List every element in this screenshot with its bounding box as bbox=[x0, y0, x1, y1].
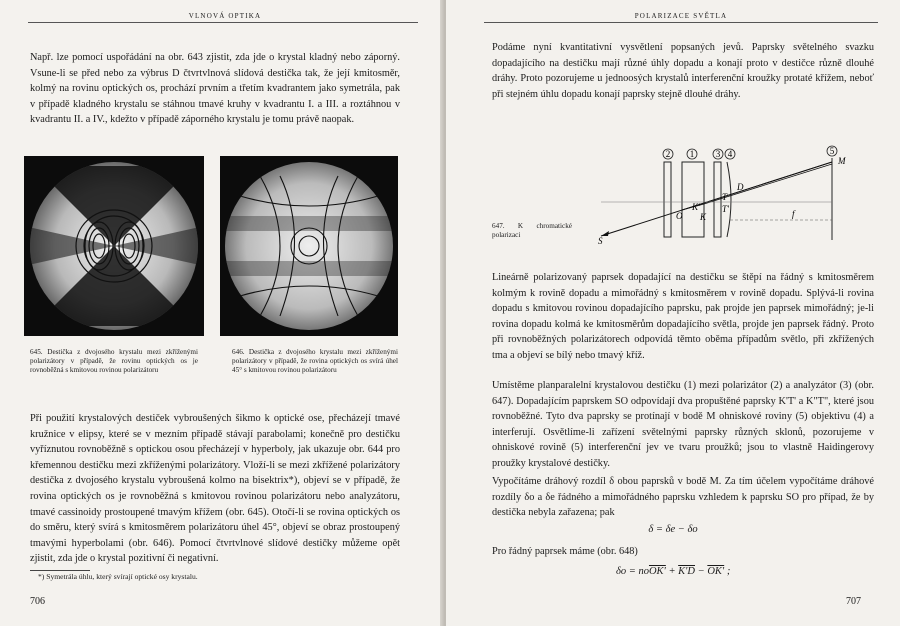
figure-646-photo bbox=[220, 156, 398, 336]
label-T: T bbox=[722, 192, 728, 202]
equation-ordinary-ray bbox=[616, 566, 730, 577]
caption-645: 645. Destička z dvojosého krystalu mezi zkříženými polarizátory v případě, že rovinu optických os je rovnoběžná s kmitovou rovinou polarizátoru bbox=[30, 348, 198, 375]
footnote: *) Symetrála úhlu, který svírají optické osy krystalu. bbox=[38, 572, 198, 581]
eq2-term3: OK' bbox=[707, 566, 725, 577]
eq2-plus: + bbox=[665, 566, 679, 577]
interference-pattern-cross bbox=[24, 156, 204, 336]
eq2-end: ; bbox=[724, 566, 731, 577]
header-rule-left bbox=[28, 22, 418, 23]
label-f: f bbox=[792, 209, 795, 219]
polarizer-2 bbox=[664, 162, 671, 237]
caption-646: 646. Destička z dvojosého krystalu mezi zkříženými polarizátory v případě, že rovina optických os svírá úhel 45° s kmitovou rovinou polarizátoru bbox=[232, 348, 398, 375]
label-O: O bbox=[676, 211, 683, 221]
right-paragraph-1: Podáme nyní kvantitativní vysvětlení popsaných jevů. Paprsky světelného svazku dopadajícího na destičku mají různé úhly dopadu a konají proto v destičce různě dlouhé dráhy. Proto pozorujeme u jednoosých krystalů interferenční kroužky protaté křížem, neboť při stejném úhlu dopadu konají paprsky stejně dlouhé dráhy. bbox=[492, 42, 874, 100]
page-number-left: 706 bbox=[30, 596, 45, 607]
label-K: K bbox=[700, 212, 707, 222]
figure-647-diagram bbox=[596, 140, 876, 250]
running-head-right: POLARIZACE SVĚTLA bbox=[634, 12, 728, 20]
label-S: S bbox=[598, 236, 603, 246]
crystal-plate-1 bbox=[682, 162, 704, 237]
label-4: 4 bbox=[727, 149, 733, 159]
eq2-term1: OK' bbox=[648, 566, 666, 577]
label-3: 3 bbox=[715, 149, 721, 159]
objective-lens-4 bbox=[727, 162, 731, 237]
equation-delta: δ = δe − δo bbox=[648, 524, 698, 535]
right-paragraph-5: Pro řádný paprsek máme (obr. 648) bbox=[492, 546, 638, 557]
label-K2: K' bbox=[692, 202, 700, 212]
left-paragraph-2: Při použití krystalových destiček vybroušených šikmo k optické ose, přecházejí tmavé kružnice v elipsy, které se v mezním případě stávají parabolami; konečně pro destičku vyříznutou rovnoběžně s optickou osou přecházejí v hyperboly, jak ukazuje obr. 644 pro křemennou destičku mezi zkříženými polarizátory. Vloží-li se mezi zkřížené polarizátory destička z dvojosého krystalu vybroušená kolmo na bisektrix*), objeví se v případě, že rovina optických os je rovnoběžná s kmitovou rovinou polarizátoru nebo analyzátoru, tmavé cassinoidy prostoupené tmavým křížem (obr. 645). Otočí-li se rovina optických os do směru, který svírá s kmitosměrem polarizátoru úhel 45°, objeví se obraz prostoupený tmavými hyperbolami (obr. 646). Pomocí čtvrtvlnové slídové destičky můžeme opět zjistit, zda jde o krystal pozitivní či negativní. bbox=[30, 413, 400, 565]
right-page bbox=[446, 0, 900, 626]
label-5: 5 bbox=[829, 146, 835, 156]
interference-pattern-hyperbolas bbox=[220, 156, 398, 336]
running-head-left: VLNOVÁ OPTIKA bbox=[188, 12, 262, 20]
label-M: M bbox=[838, 156, 846, 166]
eq2-term2: K'D bbox=[678, 566, 695, 577]
label-T2: T' bbox=[722, 204, 729, 214]
right-paragraph-4: Vypočítáme dráhový rozdíl δ obou paprsků v bodě M. Za tím účelem vypočítáme dráhové rozdíly δo a δe řádného a mimořádného paprsku vzhledem k paprsku SO pro případ, že by destička nebyla zařazena; pak bbox=[492, 476, 874, 519]
page-number-right: 707 bbox=[846, 596, 861, 607]
footnote-rule bbox=[30, 570, 90, 571]
left-page bbox=[0, 0, 444, 626]
label-D: D bbox=[737, 182, 744, 192]
right-paragraph-3: Umístěme planparalelní krystalovou destičku (1) mezi polarizátor (2) a analyzátor (3) (obr. 647). Dopadajícím paprskem SO odpovídají dva propuštěné paprsky K'T' a K"T", které jsou rovnoběžné. Tyto dva paprsky se protínají v bodě M ohniskové roviny (5) objektivu (4) a interferují. Osvětlíme-li zařízení světelnými paprsky různých sklonů, pozorujeme v ohniskové rovině (5) interferenční jev ve tvaru proužků; jsou to vlastně Haidingerovy proužky krystalové destičky. bbox=[492, 380, 874, 469]
eq2-lhs: δo = no bbox=[616, 566, 649, 577]
left-paragraph-1: Např. lze pomocí uspořádání na obr. 643 zjistit, zda jde o krystal kladný nebo záporný. Vsune-li se před nebo za výbrus D čtvrtvlnová slídová destička tak, že její kmitosměr, kolmý na rovinu optických os, prochází prvním a třetím kvadrantem jako symetrála, pak v případě kladného krystalu se stáhnou tmavé kruhy v kvadrantu I. a III. a roztáhnou v kvadrantu II. a IV., kdežto v případě záporného krystalu je tomu právě naopak. bbox=[30, 52, 400, 126]
label-2: 2 bbox=[665, 149, 671, 159]
eq2-minus: − bbox=[695, 566, 708, 577]
figure-645-photo bbox=[24, 156, 204, 336]
caption-647: 647. K chromatické polarizaci bbox=[492, 222, 572, 240]
header-rule-right bbox=[484, 22, 878, 23]
label-1: 1 bbox=[689, 149, 695, 159]
right-paragraph-2: Lineárně polarizovaný paprsek dopadající na destičku se štěpí na řádný s kmitosměrem kolmým k rovině dopadu a mimořádný s kmitosměrem v rovině dopadu. Splývá-li rovina dopadu s kmitovou rovinou dopadajícího paprsku, pak projde jen paprsek mimořádný; je-li rovina dopadu kolmá ke kmitosměrům dopadajícího světla, projde jen paprsek řádný. Proto při rovnoběžných polarizátorech odpovídá těmto oběma případům světlo, při zkřížených tma a objeví se bílý nebo tmavý kříž. bbox=[492, 272, 874, 361]
